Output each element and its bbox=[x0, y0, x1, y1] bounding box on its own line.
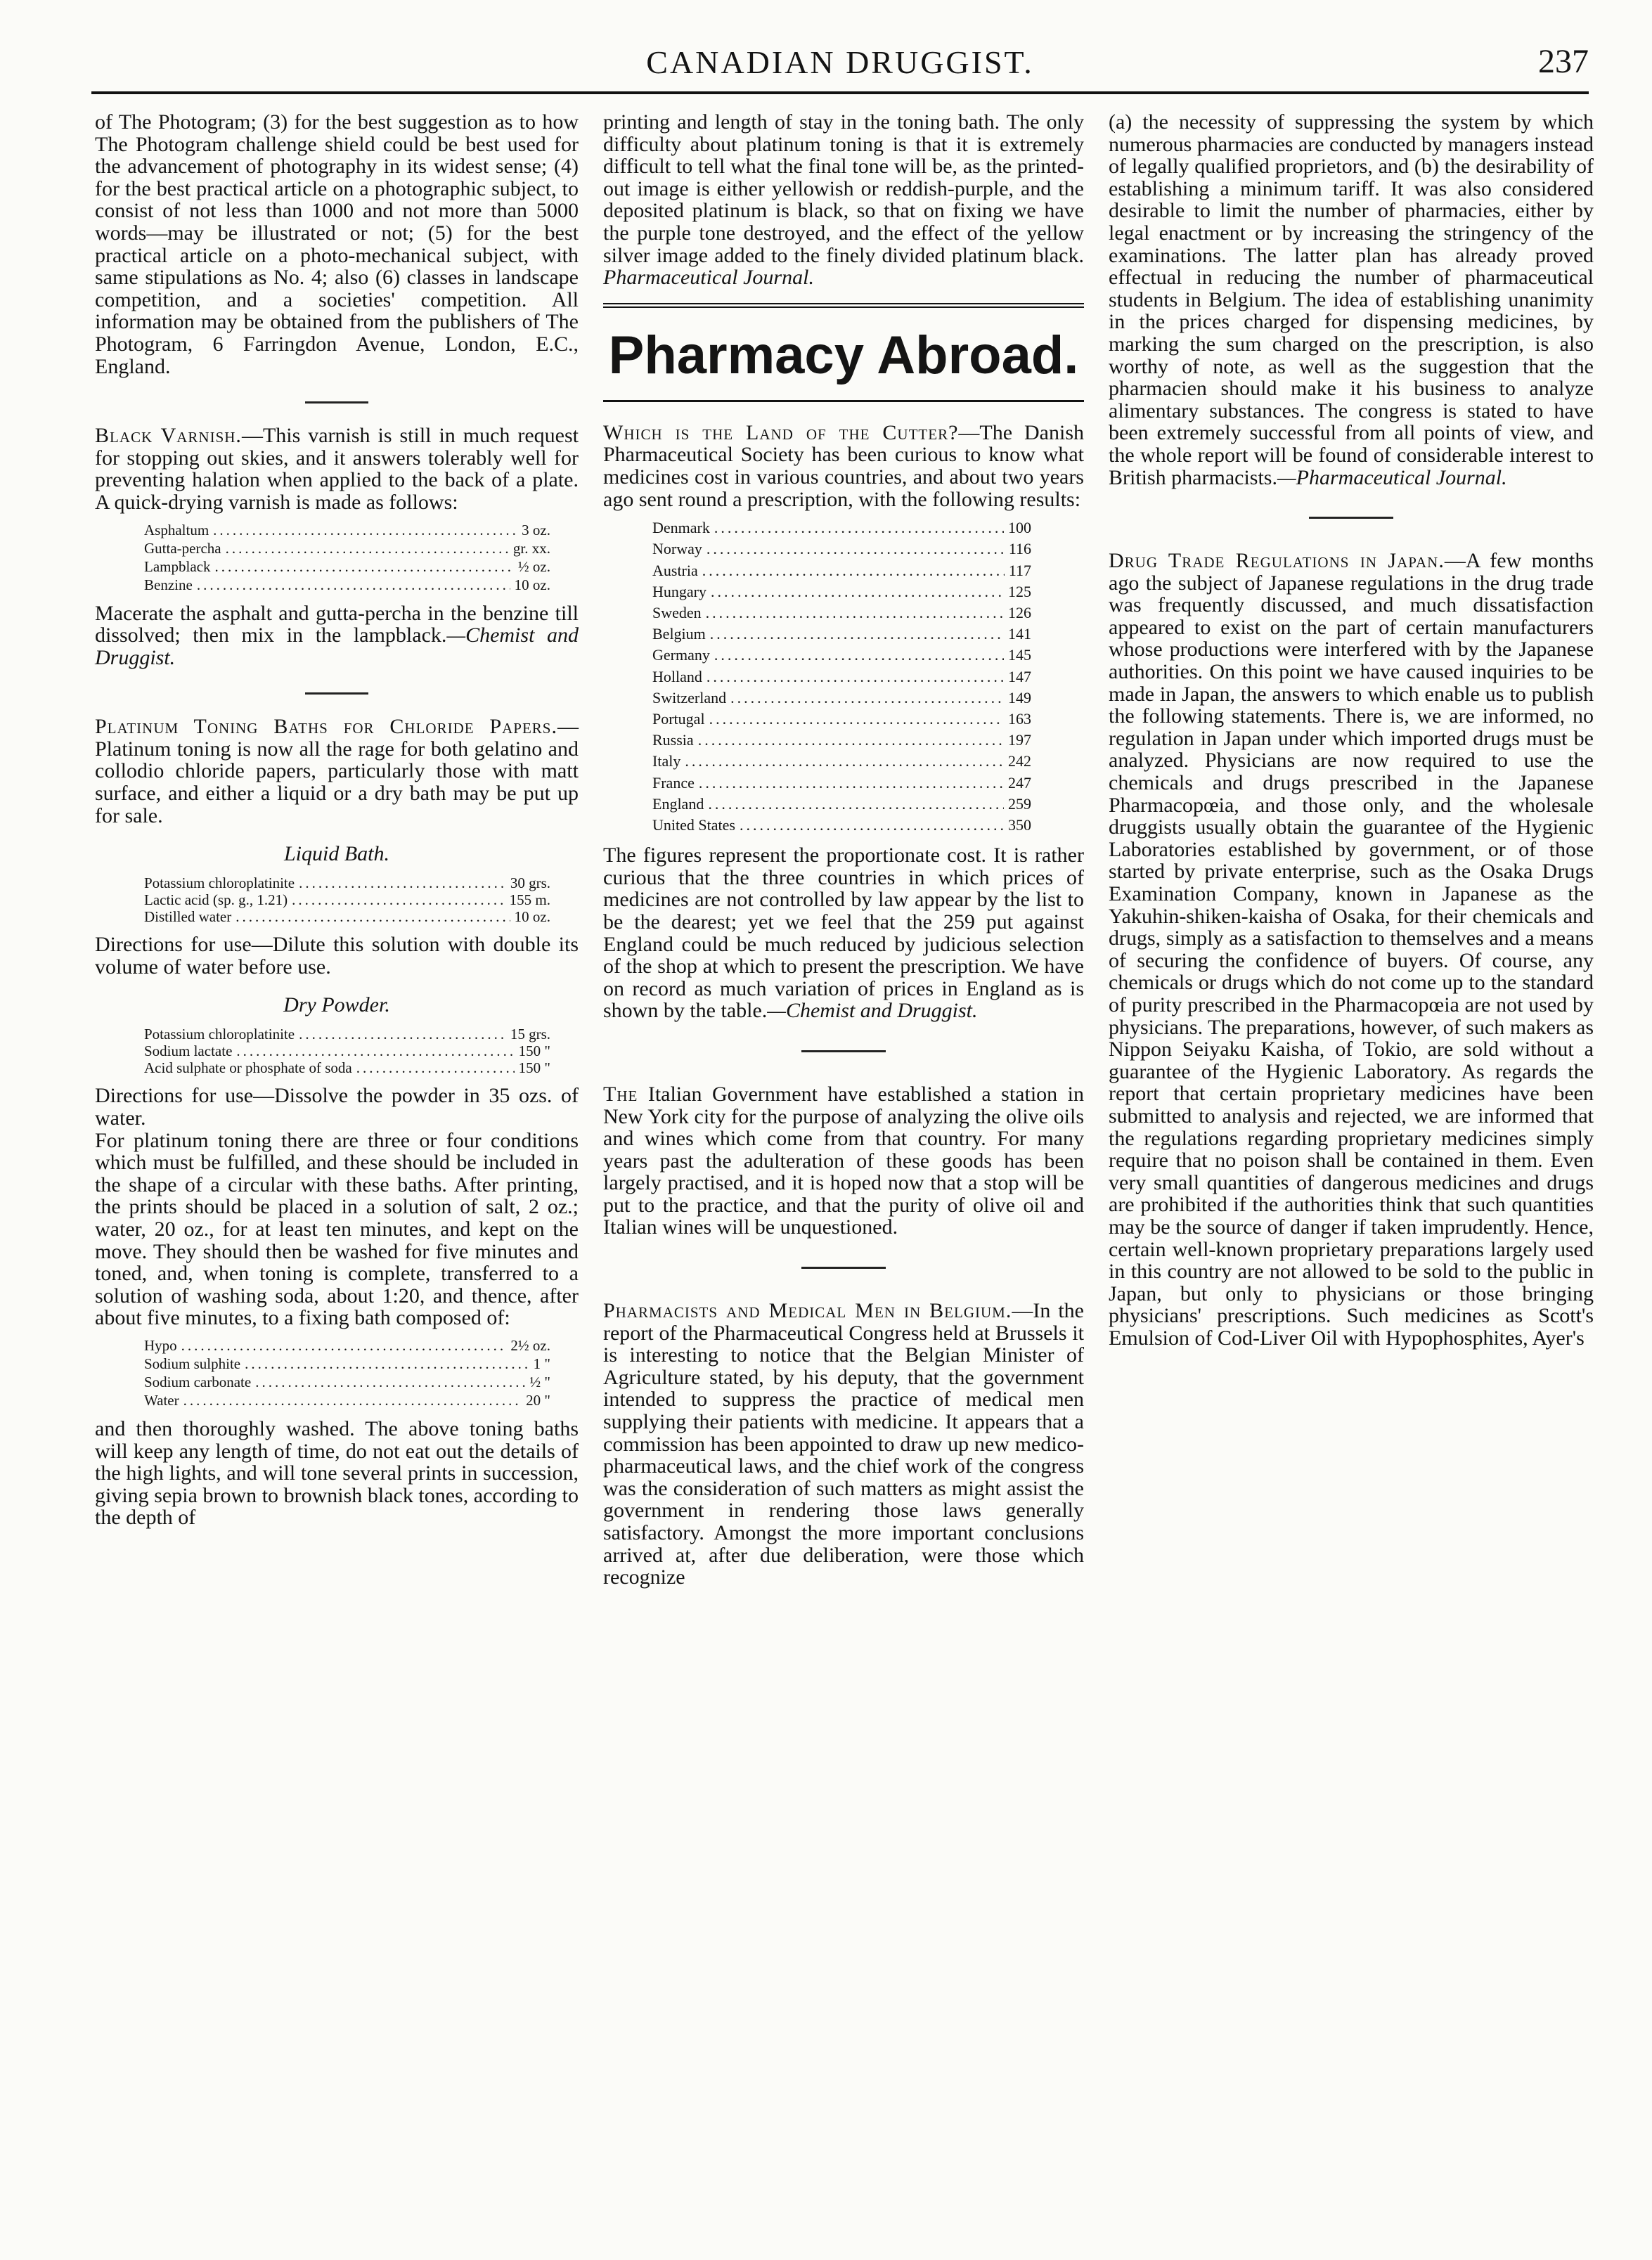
recipe-row: Gutta-percha ..... gr. xx. bbox=[144, 539, 550, 557]
country-row: Belgium ..... 141 bbox=[652, 624, 1031, 645]
recipe-row: Sodium carbonate ..... ½ " bbox=[144, 1373, 550, 1391]
varnish-directions: Macerate the asphalt and gutta-percha in the benzine till dissolved; then mix in the lampblack.—Chemist and Druggist. bbox=[95, 601, 579, 669]
dry-directions: Directions for use—Dissolve the powder in 35 ozs. of water. bbox=[95, 1084, 579, 1130]
varnish-source: —Chemist and Druggist. bbox=[95, 624, 579, 669]
cutter-article bbox=[603, 422, 1084, 510]
country-row: Sweden ..... 126 bbox=[652, 602, 1031, 624]
cutter-source: —Chemist and Druggist. bbox=[767, 999, 978, 1023]
country-row: Switzerland ..... 149 bbox=[652, 687, 1031, 709]
platinum-body: —Platinum toning is now all the rage for both gelatino and collodio chloride papers, particularly those with matt surface, and either a liquid or a dry bath may be put up for sale. bbox=[95, 715, 579, 827]
varnish-recipe-table bbox=[95, 521, 579, 594]
page-header bbox=[91, 35, 1589, 94]
recipe-row: Potassium chloroplatinite ..... 30 grs. bbox=[144, 874, 550, 891]
belgium-continuation: (a) the necessity of suppressing the system by which numerous pharmacies are conducted by managers instead of legally qualified proprietors, and (b) the desirability of establishing a minimum tariff. It was also considered desirable to limit the number of pharmacies, either by legal enactment or by increasing the stringency of the examinations. The latter plan has already proved effectual in reducing the number of pharmaceutical students in Belgium. The idea of establishing unanimity in the prices charged for dispensing medicines, by marking the sum charged on the prescription, is also worthy of note, as well as the suggestion that the pharmacien should make it his business to analyze alimentary substances. The congress is stated to have been extremely successful from all points of view, and the whole report will be found of considerable interest to British pharmacists.—Pharmaceutical Journal. bbox=[1109, 110, 1594, 489]
platinum-article bbox=[95, 716, 579, 827]
black-varnish-article bbox=[95, 425, 579, 513]
country-row: Russia ..... 197 bbox=[652, 730, 1031, 751]
black-varnish-body: —This varnish is still in much request for stopping out skies, and it answers tolerably well for preventing halation when applied to the back of a plate. A quick-drying varnish is made as follows: bbox=[95, 424, 579, 514]
belgium-heading: Pharmacists and Medical Men in Belgium. bbox=[603, 1299, 1012, 1323]
japan-article bbox=[1109, 550, 1594, 1349]
liquid-bath-title: Liquid Bath. bbox=[283, 842, 389, 866]
fixing-bath-table bbox=[95, 1336, 579, 1409]
recipe-row: Distilled water ..... 10 oz. bbox=[144, 908, 550, 925]
platinum-heading: Platinum Toning Baths for Chloride Papers. bbox=[95, 715, 557, 739]
liquid-bath-table bbox=[95, 874, 579, 925]
country-row: Norway ..... 116 bbox=[652, 538, 1031, 560]
dry-powder-table bbox=[95, 1026, 579, 1076]
country-row: Hungary ..... 125 bbox=[652, 581, 1031, 602]
page-number: 237 bbox=[1538, 43, 1589, 80]
italian-government-article: The Italian Government have established a station in New York city for the purpose of analyzing the olive oils and wines which come from that country. For many years past the adulteration of these goods has been largely practised, and it is hoped now that a stop will be put to the practice, and that the purity of olive oil and Italian wines will be unquestioned. bbox=[603, 1082, 1084, 1239]
section-divider bbox=[305, 692, 368, 695]
column-left bbox=[95, 111, 579, 1529]
country-row: Denmark ..... 100 bbox=[652, 517, 1031, 538]
column-middle bbox=[603, 111, 1084, 1589]
country-row: Portugal ..... 163 bbox=[652, 709, 1031, 730]
liquid-directions: Directions for use—Dilute this solution with double its volume of water before use. bbox=[95, 933, 579, 979]
recipe-row: Asphaltum ..... 3 oz. bbox=[144, 521, 550, 539]
country-row: France ..... 247 bbox=[652, 773, 1031, 794]
recipe-row: Sodium lactate ..... 150 " bbox=[144, 1042, 550, 1059]
cutter-body: —The Danish Pharmaceutical Society has been curious to know what medicines cost in various countries, and about two years ago sent round a prescription, with the following results: bbox=[603, 420, 1085, 511]
country-row: Germany ..... 145 bbox=[652, 645, 1031, 666]
recipe-row: Potassium chloroplatinite ..... 15 grs. bbox=[144, 1026, 550, 1042]
belgium-body: —In the report of the Pharmaceutical Congress held at Brussels it is interesting to notice that the Belgian Minister of Agriculture stated, by his deputy, that the government intended to suppress the practice of medical men supplying their patients with medicine. It appears that a commission has been appointed to draw up new medico-pharmaceutical laws, and the chief work of the congress was the consideration of such matters as might assist the government in rendering those laws generally satisfactory. Amongst the more important conclusions arrived at, after due deliberation, were those which recognize bbox=[603, 1299, 1084, 1589]
section-divider bbox=[801, 1050, 886, 1052]
photogram-continuation: of The Photogram; (3) for the best suggestion as to how The Photogram challenge shield could be best used for the advancement of photography in its widest sense; (4) for the best practical article on a photographic subject, to consist of not less than 1000 and not more than 5000 words—may be illustrated or not; (5) for the best practical article on a photo-mechanical subject, with same stipulations as No. 4; also (6) classes in landscape competition, and a societies' competition. All information may be obtained from the publishers of The Photogram, 6 Farringdon Avenue, London, E.C., England. bbox=[95, 110, 579, 378]
column-right bbox=[1109, 111, 1594, 1349]
dry-powder-title: Dry Powder. bbox=[283, 993, 390, 1017]
country-row: England ..... 259 bbox=[652, 794, 1031, 815]
recipe-row: Lampblack ..... ½ oz. bbox=[144, 557, 550, 576]
recipe-row: Acid sulphate or phosphate of soda ..... 150 " bbox=[144, 1059, 550, 1076]
section-divider bbox=[1309, 517, 1393, 519]
japan-heading: Drug Trade Regulations in Japan. bbox=[1109, 549, 1445, 573]
recipe-row: Benzine ..... 10 oz. bbox=[144, 576, 550, 594]
recipe-row: Lactic acid (sp. g., 1.21) ..... 155 m. bbox=[144, 891, 550, 908]
recipe-row: Sodium sulphite ..... 1 " bbox=[144, 1355, 550, 1373]
country-cost-table bbox=[603, 517, 1084, 836]
country-row: United States ..... 350 bbox=[652, 815, 1031, 836]
country-row: Italy ..... 242 bbox=[652, 751, 1031, 772]
japan-body: —A few months ago the subject of Japanese regulations in the drug trade was frequently discussed, and much dissatisfaction appeared to exist on the part of certain manufacturers whose productions were interfered with by the Japanese authorities. On this point we have caused inquiries to be made in Japan, the answers to which enable us to publish the following statements. There is, we are informed, no regulation in Japan under which imported drugs must be analyzed. Physicians are now required to use the chemicals and drugs prescribed in the Japanese Pharmacopœia, and those only, and the wholesale druggists usually obtain the guarantee of the Hygienic Laboratories established by government, or of those started by private enterprise, such as the Osaka Drugs Examination Company, known in Japanese as the Yakuhin-shiken-kaisha of Osaka, for their chemicals and drugs, simply as a satisfaction to themselves and a means of securing the confidence of buyers. Of course, any chemicals or drugs which do not come up to the standard of purity prescribed in the Pharmacopœia are not used by physicians. The preparations, however, of such makers as Nippon Seiyaku Kaisha, of Tokio, are sold without a guarantee of the Hygienic Laboratory. As regards the report that certain proprietary medicines have been submitted to analysis and rejected, we are informed that the regulations regarding proprietary medicines simply require that no poison shall be contained in them. Even very small quantities of dangerous medicines and drugs are prohibited if the authorities think that such quantities may be the source of danger if taken imprudently. Hence, certain well-known proprietary preparations largely used in this country are not allowed to be sold to the public in Japan, but only to physicians or those bringing physicians' prescriptions. Such medicines as Scott's Emulsion of Cod-Liver Oil with Hypophosphites, Ayer's bbox=[1109, 549, 1594, 1350]
country-row: Austria ..... 117 bbox=[652, 560, 1031, 581]
section-divider bbox=[801, 1267, 886, 1269]
belgium-article bbox=[603, 1300, 1084, 1589]
toning-conditions: For platinum toning there are three or four conditions which must be fulfilled, and these should be included in the shape of a circular with these baths. After printing, the prints should be placed in a solution of salt, 2 oz.; water, 20 oz., for at least ten minutes, and kept on the move. They should then be washed for five minutes and toned, and, when toning is complete, transferred to a solution of washing soda, about 1:20, and thence, after about five minutes, to a fixing bath composed of: bbox=[95, 1128, 579, 1330]
cutter-commentary: The figures represent the proportionate cost. It is rather curious that the three countries in which prices of medicines are not controlled by law appear by the list to be the dearest; yet we feel that the 259 put against England could be much reduced by judicious selection of the shop at which to present the prescription. We have on record as much variation of prices in England as is shown by the table.—Chemist and Druggist. bbox=[603, 844, 1084, 1023]
black-varnish-heading: Black Varnish. bbox=[95, 424, 242, 448]
toning-conclusion: and then thoroughly washed. The above toning baths will keep any length of time, do not eat out the details of the high lights, and will tone several prints in succession, giving sepia brown to brownish black tones, according to the depth of bbox=[95, 1416, 579, 1530]
continuation-source: Pharmaceutical Journal. bbox=[603, 266, 814, 290]
recipe-row: Water ..... 20 " bbox=[144, 1391, 550, 1409]
country-row: Holland ..... 147 bbox=[652, 666, 1031, 687]
platinum-continuation: printing and length of stay in the toning bath. The only difficulty about platinum toning is that it is extremely difficult to tell what the final tone will be, as the printed-out image is either yellowish or reddish-purple, and the deposited platinum is black, so that on fixing we have the purple tone destroyed, and the effect of the yellow silver image added to the finely divided platinum black. Pharmaceutical Journal. bbox=[603, 110, 1084, 290]
section-divider bbox=[305, 401, 368, 403]
belgium-source: —Pharmaceutical Journal. bbox=[1277, 465, 1507, 489]
recipe-row: Hypo ..... 2½ oz. bbox=[144, 1336, 550, 1355]
section-title: Pharmacy Abroad. bbox=[603, 303, 1084, 402]
cutter-heading: Which is the Land of the Cutter? bbox=[603, 420, 959, 444]
journal-title: CANADIAN DRUGGIST. bbox=[646, 44, 1034, 80]
